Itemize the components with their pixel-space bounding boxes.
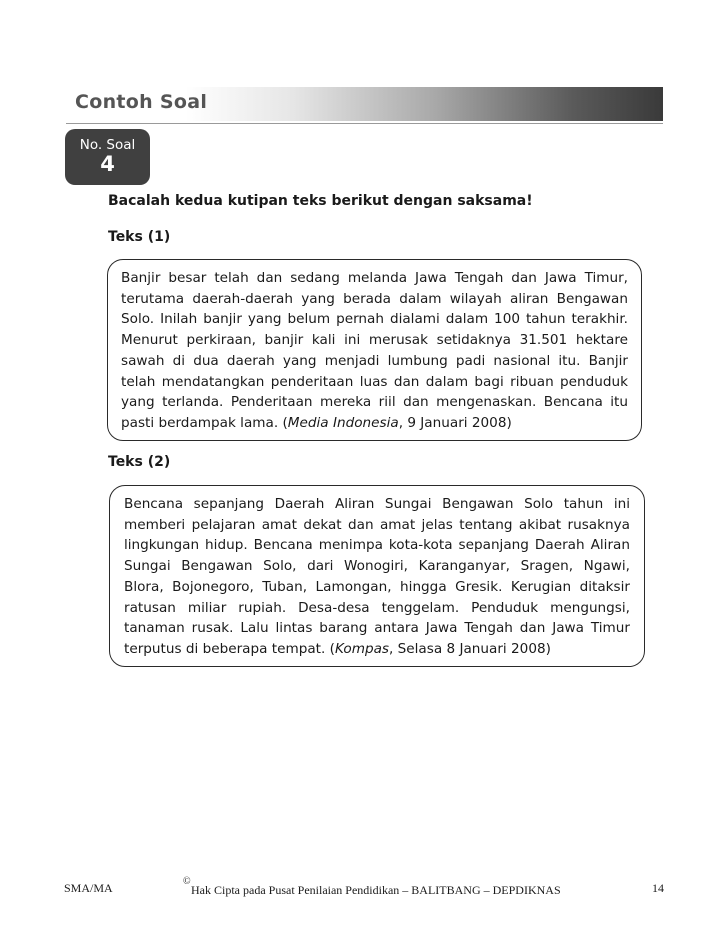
teks1-passage	[121, 268, 628, 434]
instruction-text: Bacalah kedua kutipan teks berikut dengan saksama!	[108, 193, 533, 209]
header-divider	[66, 123, 663, 124]
footer-copyright: Hak Cipta pada Pusat Penilaian Pendidikan – BALITBANG – DEPDIKNAS	[191, 883, 561, 897]
section-header	[66, 87, 663, 121]
footer-level: SMA/MA	[64, 881, 113, 895]
teks1-date: , 9 Januari 2008)	[398, 414, 512, 431]
question-label: No. Soal	[79, 137, 136, 153]
teks2-body: Bencana sepanjang Daerah Aliran Sungai Bengawan Solo tahun ini memberi pelajaran amat dekat dan amat jelas tentang akibat rusaknya lingkungan hidup. Bencana menimpa kota-kota sepanjang Daerah Aliran Sungai Bengawan Solo, dari Wonogiri, Karanganyar, Sragen, Ngawi, Blora, Bojonegoro, Tuban, Lamongan, hingga Gresik. Kerugian ditaksir ratusan miliar rupiah. Desa-desa tenggelam. Penduduk mengungsi, tanaman rusak. Lalu lintas barang antara Jawa Tengah dan Jawa Timur terputus di beberapa tempat. (	[124, 496, 630, 657]
teks1-source: Media Indonesia	[287, 414, 399, 431]
teks2-date: , Selasa 8 Januari 2008)	[389, 640, 551, 657]
question-number-badge	[65, 129, 150, 185]
teks2-passage	[124, 494, 630, 660]
question-number: 4	[100, 152, 115, 176]
copyright-symbol: ©	[183, 876, 191, 887]
section-title: Contoh Soal	[75, 91, 208, 113]
teks1-body: Banjir besar telah dan sedang melanda Jawa Tengah dan Jawa Timur, terutama daerah-daerah yang berada dalam wilayah aliran Bengawan Solo. Inilah banjir yang belum pernah dialami dalam 100 tahun terakhir. Menurut perkiraan, banjir kali ini merusak setidaknya 31.501 hektare sawah di dua daerah yang menjadi lumbung padi nasional itu. Banjir telah mendatangkan penderitaan luas dan dalam bagi ribuan penduduk yang terlanda. Penderitaan mereka riil dan mengenaskan. Bencana itu pasti berdampak lama. (	[121, 270, 628, 431]
teks1-label: Teks (1)	[108, 229, 171, 245]
teks2-label: Teks (2)	[108, 454, 171, 470]
page-number: 14	[652, 881, 664, 895]
teks2-source: Kompas	[334, 640, 389, 657]
